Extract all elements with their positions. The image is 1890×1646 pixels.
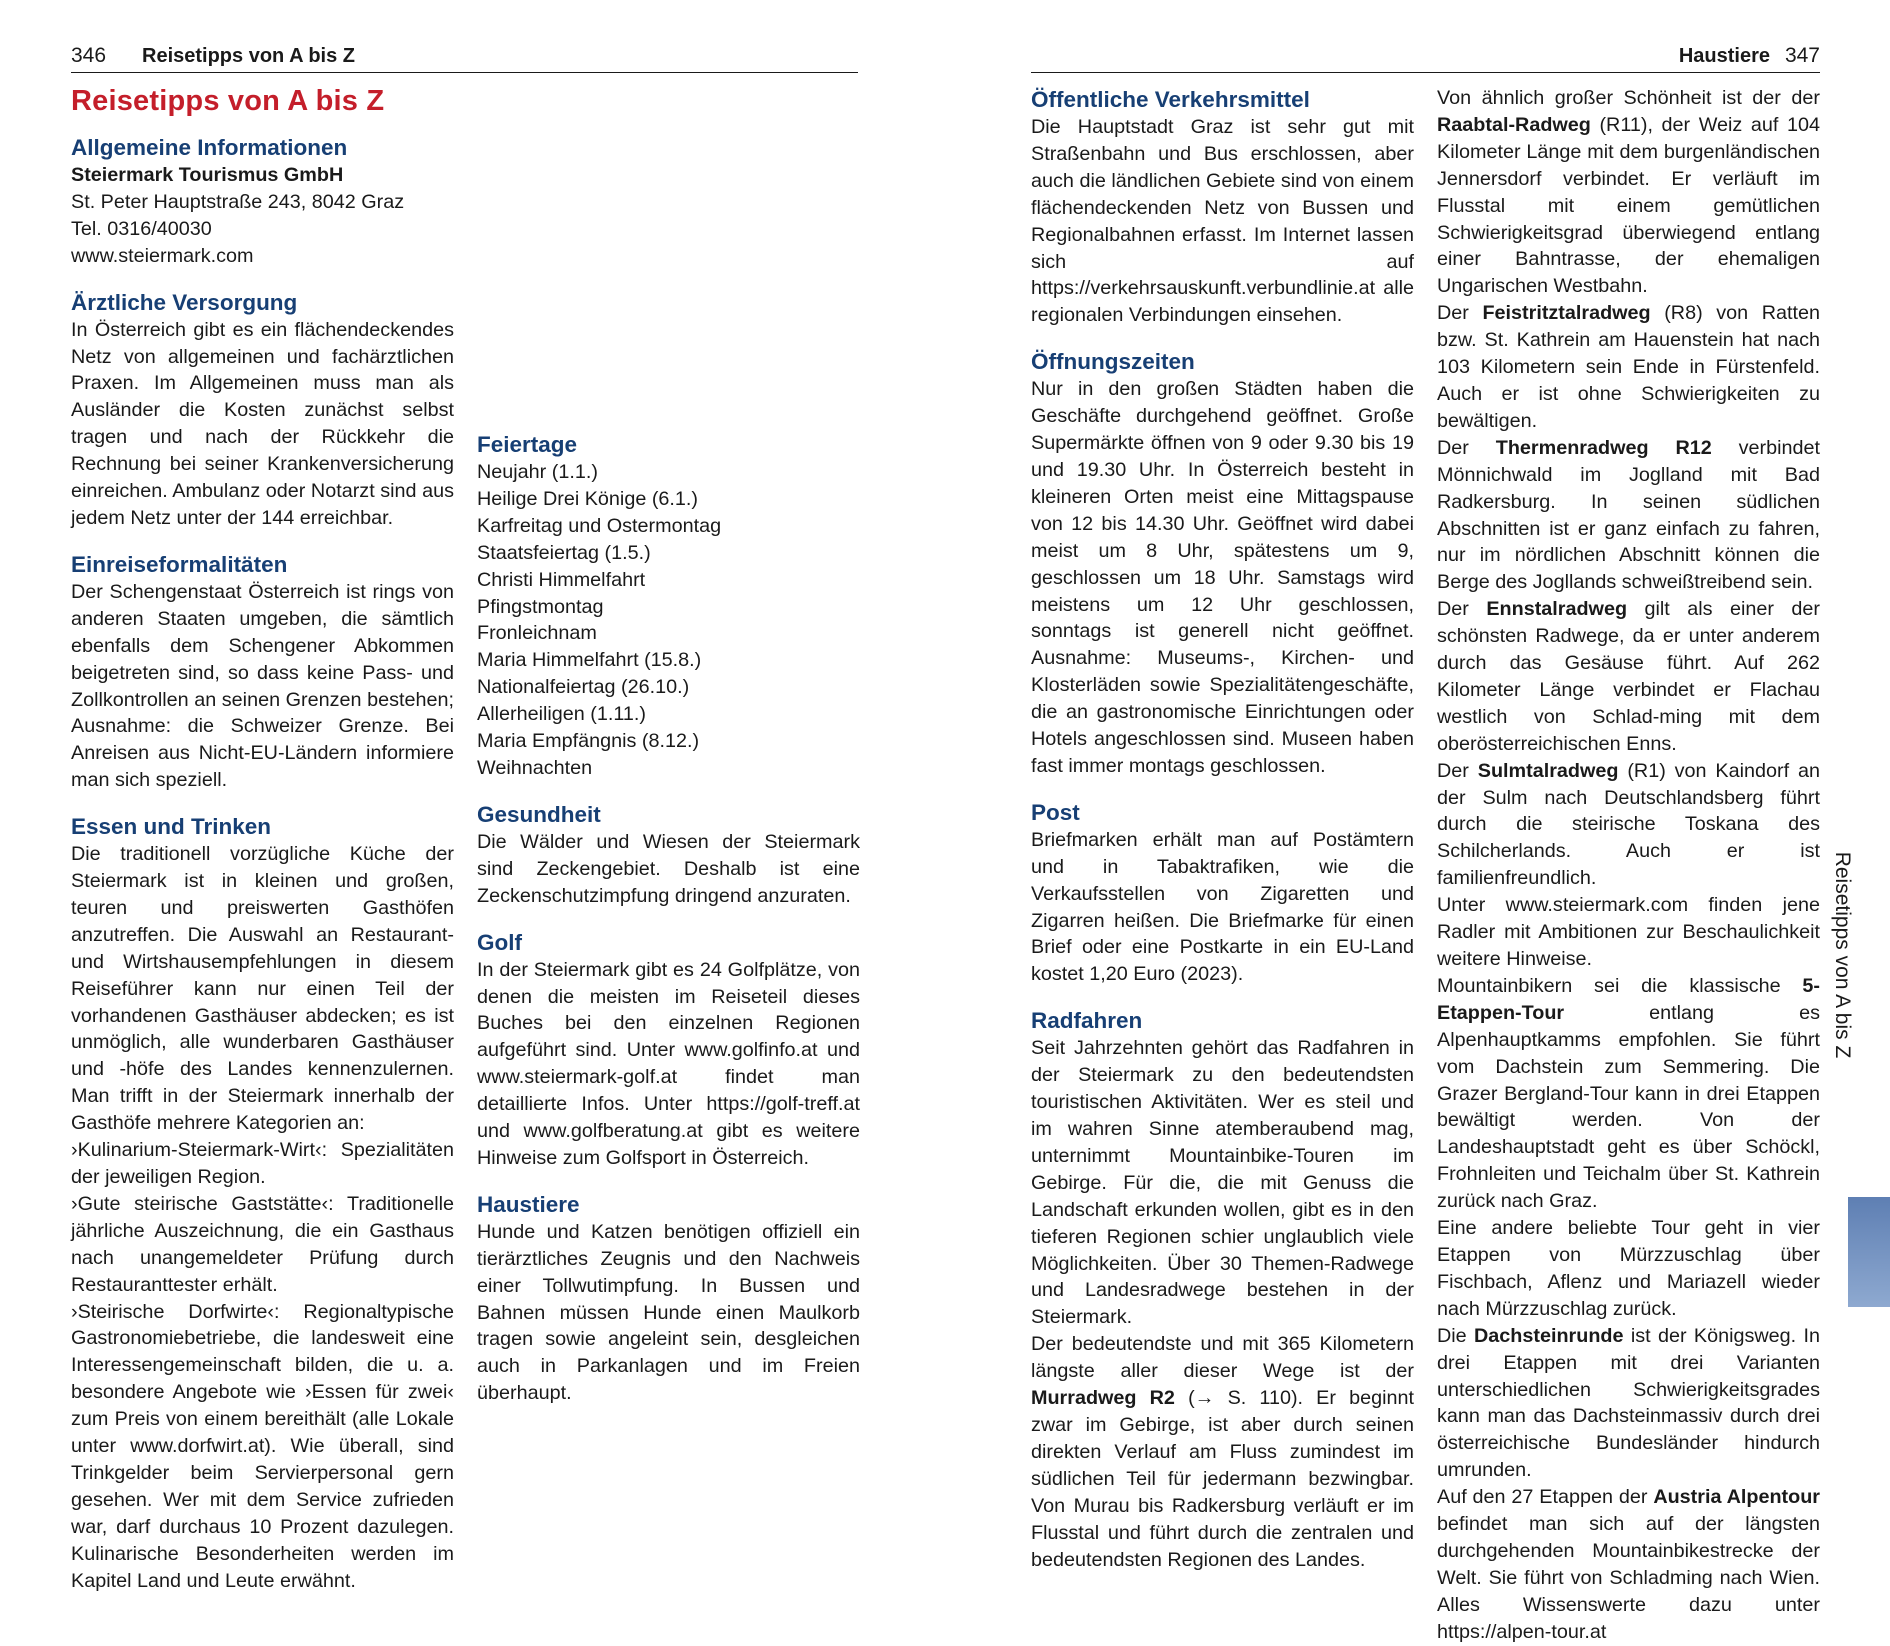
left-running-header xyxy=(71,44,858,73)
text-radfahren-10: Eine andere beliebte Tour geht in vier Etappen von Mürzzuschlag über Fischbach, Aflenz und Mariazell wieder nach Mürzzuschlag zurück. xyxy=(1437,1217,1820,1320)
column-4 xyxy=(1437,85,1820,1646)
text-radfahren-5: Der Thermenradweg R12 verbindet Mönnichwald im Joglland mit Bad Radkersburg. In seinen südlichen Abschnitten ist er ganz einfach zu fahren, nur im nördlichen Abschnitt können die Berge des Jogllands schweißtreibend sein. xyxy=(1437,436,1820,594)
text-gesundheit: Die Wälder und Wiesen der Steiermark sind Zeckengebiet. Deshalb ist eine Zeckenschutzimpfung dringend anzuraten. xyxy=(477,830,860,907)
section-feiertage xyxy=(477,430,860,782)
section-golf xyxy=(477,928,860,1172)
holiday-item: Allerheiligen (1.11.) xyxy=(477,703,646,726)
text-radfahren-4: Der Feistritztalradweg (R8) von Ratten bzw. St. Kathrein am Hauenstein hat nach 103 Kilometern sein Ende in Fürstenfeld. Auch er ist ohne Schwierigkeiten zu bewältigen. xyxy=(1437,302,1820,432)
holiday-item: Heilige Drei Könige (6.1.) xyxy=(477,487,698,510)
org-street: St. Peter Hauptstraße 243, 8042 Graz xyxy=(71,190,405,213)
text-radfahren-8: Unter www.steiermark.com finden jene Radler mit Ambitionen zur Beschaulichkeit weitere Hinweise. xyxy=(1437,894,1820,970)
heading-post: Post xyxy=(1031,799,1080,825)
holiday-item: Staatsfeiertag (1.5.) xyxy=(477,541,651,564)
holiday-item: Maria Himmelfahrt (15.8.) xyxy=(477,649,702,672)
text-verkehr: Die Hauptstadt Graz ist sehr gut mit Straßenbahn und Bus erschlossen, aber auch die ländlichen Gebiete sind von einem flächendeckenden Netz von Bussen und Regionalbahnen erfasst. Im Internet lassen sich auf https://verkehrsauskunft.verbundlinie.at alle regionalen Verbindungen einsehen. xyxy=(1031,116,1414,327)
page-title: Reisetipps von A bis Z xyxy=(71,85,385,117)
text-haustiere: Hunde und Katzen benötigen offiziell ein tierärztliches Zeugnis und den Nachweis einer Tollwutimpfung. In Bussen und Bahnen müssen Hunde einen Maulkorb tragen sowie angeleint sein, desgleichen auch in Parkanlagen und im Freien überhaupt. xyxy=(477,1220,860,1405)
text-radfahren-12: Auf den 27 Etappen der Austria Alpentour befindet man sich auf der längsten durchgehenden Mountainbikestrecke der Welt. Sie führt von Schladming nach Wien. Alles Wissenswerte dazu unter https://alpen-tour.at xyxy=(1437,1486,1820,1643)
heading-oeffnung: Öffnungszeiten xyxy=(1031,349,1195,375)
side-chapter-label: Reisetipps von A bis Z xyxy=(1831,851,1854,1059)
section-oeffnung xyxy=(1031,347,1414,780)
holiday-item: Nationalfeiertag (26.10.) xyxy=(477,676,690,699)
section-arzt xyxy=(71,288,454,532)
text-golf: In der Steiermark gibt es 24 Golfplätze, von denen die meisten im Reiseteil dieses Buches bei den einzelnen Regionen aufgeführt sind. Unter www.golfinfo.at und www.steiermark-golf.at findet man detaillierte Infos. Unter https://golf-treff.at und www.golfberatung.at gibt es weitere Hinweise zum Golfsport in Österreich. xyxy=(477,958,860,1169)
text-radfahren-11: Die Dachsteinrunde ist der Königsweg. In drei Etappen mit drei Varianten unterschiedlichen Schwierigkeitsgrades kann man das Dachsteinmassiv durch drei österreichische Bundesländer hindurch umrunden. xyxy=(1437,1324,1820,1482)
text-radfahren-7: Der Sulmtalradweg (R1) von Kaindorf an der Sulm nach Deutschlandsberg führt durch die steirische Toskana des Schilcherlands. Auch er ist familienfreundlich. xyxy=(1437,759,1820,890)
heading-einreise: Einreiseformalitäten xyxy=(71,551,288,577)
text-essen-2: ›Kulinarium-Steiermark-Wirt‹: Spezialitäten der jeweiligen Region. xyxy=(71,1139,454,1188)
right-running-header xyxy=(1031,44,1820,73)
heading-haustiere: Haustiere xyxy=(477,1191,580,1217)
holiday-item: Christi Himmelfahrt xyxy=(477,568,646,591)
section-verkehr xyxy=(1031,85,1414,329)
heading-allgemein: Allgemeine Informationen xyxy=(71,135,348,160)
heading-verkehr: Öffentliche Verkehrsmittel xyxy=(1031,87,1310,112)
text-essen-4: ›Steirische Dorfwirte‹: Regionaltypische Gastronomiebetriebe, die landesweit eine Interessengemeinschaft bilden, die u. a. besondere Angebote wie ›Essen für zwei‹ zum Preis von einem bereithält (alle Lokale unter www.dorfwirt.at). Wie überall, sind Trinkgelder beim Servierpersonal gern gesehen. Wer mit dem Service zufrieden war, darf durchaus 10 Prozent dazulegen. Kulinarische Besonderheiten werden im Kapitel Land und Leute erwähnt. xyxy=(71,1300,454,1592)
text-essen-1: Die traditionell vorzügliche Küche der Steiermark ist in kleinen und großen, teuren und preiswerten Gasthöfen anzutreffen. Die Auswahl an Restaurant- und Wirtshausempfehlungen in diesem Reiseführer kann nur einen Teil der vorhandenen Gasthäuser abdecken; es ist unmöglich, alle wunderbaren Gasthäuser und -höfe des Landes kennenzulernen. Man trifft in der Steiermark innerhalb der Gasthöfe mehrere Kategorien an: xyxy=(71,843,454,1135)
heading-gesundheit: Gesundheit xyxy=(477,801,601,827)
text-radfahren-2: Der bedeutendste und mit 365 Kilometern längste aller dieser Wege ist der Murradweg R2 (→ S. 110). Er beginnt zwar im Gebirge, ist aber durch seinen direkten Verlauf am Fluss zumindest im südlichen Teil für jedermann bezwingbar. Von Murau bis Radkersburg verläuft er im Flusstal und führt durch die zentralen und bedeutendsten Regionen des Landes. xyxy=(1031,1333,1415,1571)
left-running-title: Reisetipps von A bis Z xyxy=(142,45,355,67)
holiday-item: Fronleichnam xyxy=(477,622,597,645)
holiday-item: Weihnachten xyxy=(477,756,593,779)
right-page-number: 347 xyxy=(1784,44,1820,67)
section-haustiere xyxy=(477,1190,860,1407)
heading-radfahren: Radfahren xyxy=(1031,1008,1143,1034)
column-3 xyxy=(1031,85,1414,1573)
heading-arzt: Ärztliche Versorgung xyxy=(71,289,298,315)
column-2 xyxy=(477,430,860,1407)
text-radfahren-1: Seit Jahrzehnten gehört das Radfahren in der Steiermark zu den bedeutendsten touristischen Aktivitäten. Wer es steil und im wahren Sinne atemberaubend mag, unternimmt Mountainbike-Touren im Gebirge. Für die, die mit Genuss die Landschaft erkunden wollen, gibt es in den tieferen Regionen schier unglaublich viele Möglichkeiten. Über 30 Themen-Radwege und Landesradwege bestehen in der Steiermark. xyxy=(1031,1037,1414,1329)
text-arzt: In Österreich gibt es ein flächendeckendes Netz von allgemeinen und fachärztlichen Praxen. Im Allgemeinen muss man als Ausländer die Kosten zunächst selbst tragen und nach der Rückkehr die Rechnung bei seiner Krankenversicherung einreichen. Ambulanz oder Notarzt sind aus jedem Netz unter der 144 erreichbar. xyxy=(71,318,454,529)
text-oeffnung: Nur in den großen Städten haben die Geschäfte durchgehend geöffnet. Große Supermärkte öffnen von 9 oder 9.30 bis 19 und 19.30 Uhr. In Österreich besteht in kleineren Orten meist eine Mittagspause von 12 bis 14.30 Uhr. Geöffnet wird dabei meist um 8 Uhr, spätestens um 9, geschlossen um 18 Uhr. Samstags wird meistens um 12 Uhr geschlossen, sonntags ist generell nicht geöffnet. Ausnahme: Museums-, Kirchen- und Klosterläden sowie Spezialitätengeschäfte, die an gastronomische Einrichtungen oder Hotels angeschlossen sind. Museen haben fast immer montags geschlossen. xyxy=(1031,378,1414,777)
holiday-item: Maria Empfängnis (8.12.) xyxy=(477,730,700,753)
text-post: Briefmarken erhält man auf Postämtern und in Tabaktrafiken, wie die Verkaufsstellen von Zigaretten und Zigarren heißen. Die Briefmarke für einen Brief oder eine Postkarte in ein EU-Land kostet 1,20 Euro (2023). xyxy=(1031,828,1414,986)
left-page-number: 346 xyxy=(71,44,107,67)
section-essen xyxy=(71,812,454,1594)
text-radfahren-9: Mountainbikern sei die klassische 5-Etappen-Tour entlang es Alpenhauptkamms empfohlen. Sie führt vom Dachstein zum Semmering. Die Grazer Bergland-Tour kann in drei Etappen bewältigt werden. Von der Landeshauptstadt geht es über Schöckl, Frohnleiten und Teichalm über St. Kathrein zurück nach Graz. xyxy=(1437,974,1820,1213)
heading-essen: Essen und Trinken xyxy=(71,814,272,840)
org-name: Steiermark Tourismus GmbH xyxy=(71,164,344,186)
section-einreise xyxy=(71,550,454,794)
column-1 xyxy=(71,133,454,1595)
section-allgemein xyxy=(71,133,454,270)
holiday-item: Karfreitag und Ostermontag xyxy=(477,514,722,537)
text-essen-3: ›Gute steirische Gaststätte‹: Traditionelle jährliche Auszeichnung, die ein Gasthaus nach unangemeldeter Prüfung durch Restauranttester erhält. xyxy=(71,1192,454,1296)
section-radfahren xyxy=(1031,1006,1414,1573)
holiday-item: Pfingstmontag xyxy=(477,595,604,618)
right-running-title: Haustiere xyxy=(1678,45,1770,67)
section-post xyxy=(1031,798,1414,988)
holiday-item: Neujahr (1.1.) xyxy=(477,461,598,483)
text-radfahren-3: Von ähnlich großer Schönheit ist der der Raabtal-Radweg (R11), der Weiz auf 104 Kilometer Länge mit dem burgenländischen Jennersdorf verbindet. Er verläuft im Flusstal mit einem gemütlichen Schwierigkeitsgrad überwiegend entlang einer Bahntrasse, der ehemaligen Ungarischen Westbahn. xyxy=(1437,87,1820,298)
text-radfahren-6: Der Ennstalradweg gilt als einer der schönsten Radwege, da er unter anderem durch das Gesäuse führt. Auf 262 Kilometer Länge verbindet er Flachau westlich von Schlad-ming mit dem oberösterreichischen Enns. xyxy=(1437,598,1820,755)
chapter-thumb-tab xyxy=(1848,1197,1890,1307)
text-einreise: Der Schengenstaat Österreich ist rings von anderen Staaten umgeben, die sämtlich ebenfalls dem Schengener Abkommen beigetreten sind, so dass keine Pass- und Zollkontrollen an seinen Grenzen bestehen; Ausnahme: die Schweizer Grenze. Bei Anreisen aus Nicht-EU-Ländern informiere man sich speziell. xyxy=(71,580,454,792)
heading-golf: Golf xyxy=(477,929,522,955)
heading-feiertage: Feiertage xyxy=(477,432,578,457)
org-phone: Tel. 0316/40030 xyxy=(71,217,212,240)
org-website: www.steiermark.com xyxy=(71,244,254,267)
contact-block xyxy=(71,162,454,270)
section-gesundheit xyxy=(477,800,860,910)
holiday-list xyxy=(477,459,860,782)
